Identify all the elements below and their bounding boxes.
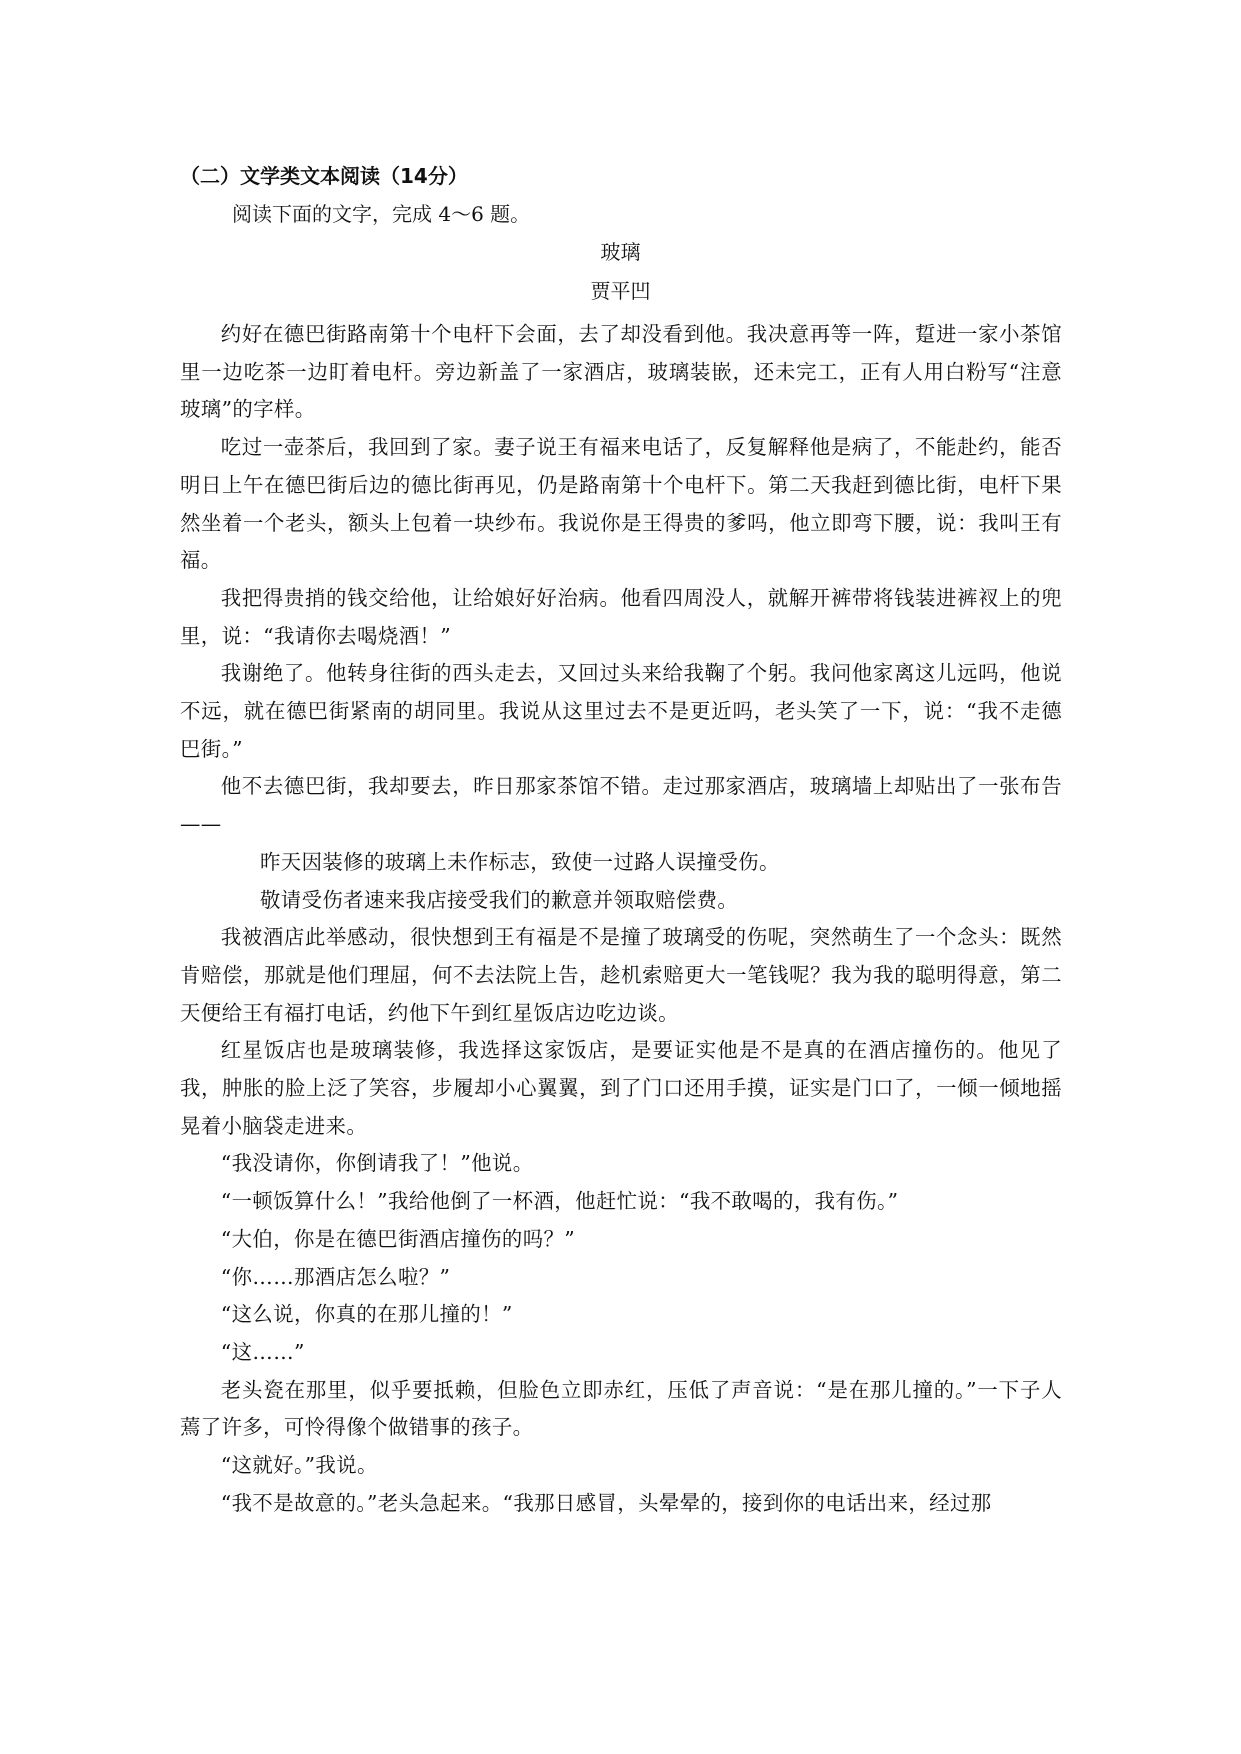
story-title: 玻璃 [600, 240, 641, 264]
dialogue-line: “你……那酒店怎么啦？” [220, 1264, 451, 1289]
paragraph: 我谢绝了。他转身往街的西头走去，又回过头来给我鞠了个躬。我问他家离这儿远吗，他说不远，就在德巴街紧南的胡同里。我说从这里过去不是更近吗，老头笑了一下，说：“我不走德巴街。” [180, 661, 1062, 761]
paragraph: 吃过一壶茶后，我回到了家。妻子说王有福来电话了，反复解释他是病了，不能赴约，能否明日上午在德巴街后边的德比街再见，仍是路南第十个电杆下。第二天我赶到德比街，电杆下果然坐着一个老头，额头上包着一块纱布。我说你是王得贵的爹吗，他立即弯下腰，说：我叫王有福。 [180, 435, 1062, 573]
paragraph: 我把得贵捎的钱交给他，让给娘好好治病。他看四周没人，就解开裤带将钱装进裤衩上的兜里，说：“我请你去喝烧酒！” [180, 585, 1062, 648]
paragraph: “我不是故意的。”老头急起来。“我那日感冒，头晕晕的，接到你的电话出来，经过那 [220, 1490, 992, 1515]
paragraph: 约好在德巴街路南第十个电杆下会面，去了却没看到他。我决意再等一阵，踅进一家小茶馆里一边吃茶一边盯着电杆。旁边新盖了一家酒店，玻璃装嵌，还未完工，正有人用白粉写“注意玻璃”的字样。 [180, 322, 1062, 422]
dialogue-line: “大伯，你是在德巴街酒店撞伤的吗？” [220, 1226, 576, 1251]
dialogue-line: “这……” [220, 1339, 305, 1364]
paragraph: 老头瓷在那里，似乎要抵赖，但脸色立即赤红，压低了声音说：“是在那儿撞的。”一下子人蔫了许多，可怜得像个做错事的孩子。 [180, 1377, 1062, 1440]
story-author: 贾平凹 [590, 279, 651, 303]
reading-instruction: 阅读下面的文字，完成 4～6 题。 [232, 202, 531, 226]
section-heading: （二）文学类文本阅读（14分） [180, 164, 468, 188]
story-body [180, 316, 1062, 1523]
dialogue-line: “这么说，你真的在那儿撞的！” [220, 1302, 513, 1327]
paragraph: 红星饭店也是玻璃装修，我选择这家饭店，是要证实他是不是真的在酒店撞伤的。他见了我，肿胀的脸上泛了笑容，步履却小心翼翼，到了门口还用手摸，证实是门口了，一倾一倾地摇晃着小脑袋走进来。 [180, 1038, 1062, 1138]
dialogue-line: “我没请你，你倒请我了！”他说。 [220, 1151, 534, 1176]
paragraph: 我被酒店此举感动，很快想到王有福是不是撞了玻璃受的伤呢，突然萌生了一个念头：既然肯赔偿，那就是他们理屈，何不去法院上告，趁机索赔更大一笔钱呢？我为我的聪明得意，第二天便给王有福打电话，约他下午到红星饭店边吃边谈。 [180, 925, 1062, 1025]
notice-line: 昨天因装修的玻璃上未作标志，致使一过路人误撞受伤。 [260, 849, 780, 874]
paragraph: 他不去德巴街，我却要去，昨日那家茶馆不错。走过那家酒店，玻璃墙上却贴出了一张布告—— [180, 774, 1062, 837]
notice-line: 敬请受伤者速来我店接受我们的歉意并领取赔偿费。 [260, 887, 739, 912]
dialogue-line: “这就好。”我说。 [220, 1453, 378, 1478]
dialogue-line: “一顿饭算什么！”我给他倒了一杯酒，他赶忙说：“我不敢喝的，我有伤。” [220, 1189, 899, 1214]
